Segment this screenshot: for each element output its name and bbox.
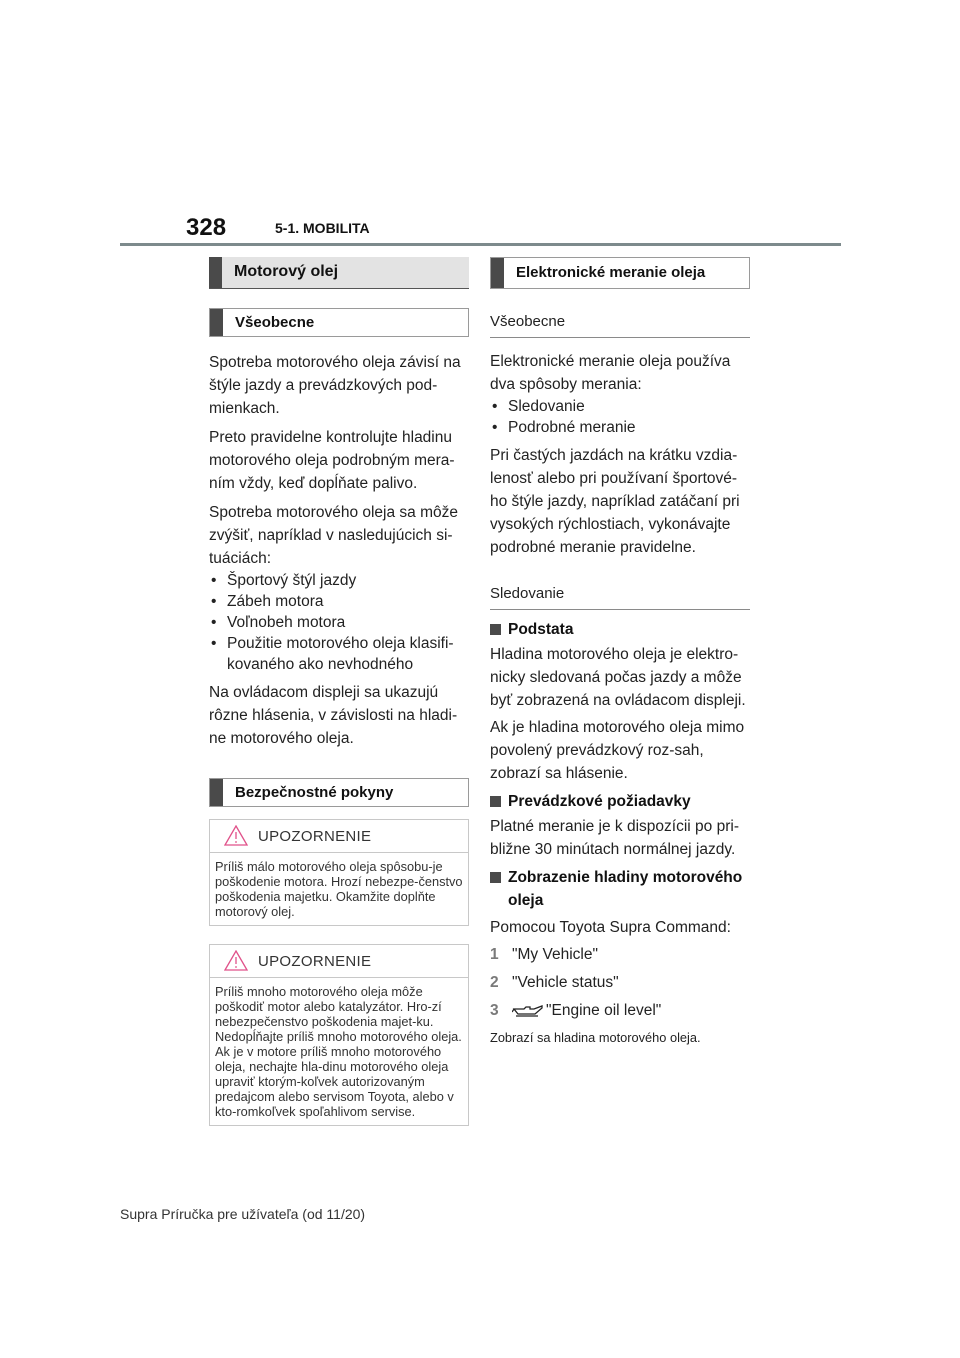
step-text: "Engine oil level" (546, 1002, 662, 1019)
warning-title: UPOZORNENIE (258, 828, 372, 845)
list-item: • Voľnobeh motora (209, 612, 469, 633)
warning-triangle-icon (224, 950, 248, 976)
section-title: 5-1. MOBILITA (275, 220, 370, 236)
left-column (209, 257, 469, 1126)
step-number: 1 (490, 946, 499, 963)
result-note: Zobrazí sa hladina motorového oleja. (490, 1030, 701, 1045)
footer-text: Supra Príručka pre užívateľa (od 11/20) (120, 1206, 366, 1222)
messages-paragraph: Na ovládacom displeji sa ukazujú rôzne hlásenia, v závislosti na hladi-ne motorového oleja. (209, 684, 458, 747)
general-subheading: Všeobecne (490, 307, 750, 338)
display-heading: Zobrazenie hladiny motorového oleja (490, 866, 750, 912)
safety-subheading: Bezpečnostné pokyny (209, 778, 469, 807)
list-item: • Zábeh motora (209, 591, 469, 612)
step-text: "My Vehicle" (512, 946, 598, 963)
general-subheading: Všeobecne (209, 308, 469, 337)
step-2 (490, 971, 750, 994)
requirements-heading: Prevádzkové požiadavky (490, 790, 750, 813)
step-number: 3 (490, 1002, 499, 1019)
header-rule (120, 243, 841, 246)
warning-title: UPOZORNENIE (258, 953, 372, 970)
warning-triangle-icon (224, 825, 248, 851)
step-text: "Vehicle status" (512, 974, 619, 991)
principle-paragraph: Hladina motorového oleja je elektro-nicky sledovaná počas jazdy a môže byť zobrazená na ovládacom displeji. (490, 646, 746, 709)
command-paragraph: Pomocou Toyota Supra Command: (490, 919, 731, 936)
right-column (490, 257, 750, 1046)
warning-text: Príliš mnoho motorového oleja môže poškodiť motor alebo katalyzátor. Hro-zí nebezpečenstvo poškodenia majet-ku. Nedopĺňajte príliš mnoho motorového oleja. Ak je v motore príliš mnoho motorového oleja, nechajte hla-dinu motorového oleja upraviť ktorým-koľvek autorizovaným predajcom alebo servisom Toyota, alebo v kto-romkoľvek spoľahlivom servise. (215, 984, 462, 1119)
electronic-measurement-heading: Elektronické meranie oleja (490, 257, 750, 289)
list-item: • Športový štýl jazdy (209, 570, 469, 591)
principle-heading: Podstata (490, 618, 750, 641)
situations-list (209, 570, 469, 675)
requirements-paragraph: Platné meranie je k dispozícii po pri-bližne 30 minútach normálnej jazdy. (490, 818, 739, 858)
short-trips-paragraph: Pri častých jazdách na krátku vzdia-lenosť alebo pri používaní športové-ho štýle jazdy, napríklad zatáčaní pri vysokých rýchlostiach, vykonávajte podrobné meranie pravidelne. (490, 447, 740, 556)
methods-list (490, 396, 750, 438)
list-item: • Použitie motorového oleja klasifi-kovaného ako nevhodného (209, 633, 469, 675)
list-item: • Podrobné meranie (490, 417, 750, 438)
warning-box (209, 944, 469, 1126)
step-number: 2 (490, 974, 499, 991)
oil-can-icon (512, 1003, 544, 1019)
page-number: 328 (186, 214, 227, 241)
monitoring-subheading: Sledovanie (490, 579, 750, 610)
step-3 (490, 999, 750, 1022)
list-item: • Sledovanie (490, 396, 750, 417)
warning-text: Príliš málo motorového oleja spôsobu-je poškodenie motora. Hrozí nebezpe-čenstvo poškodenia majetku. Okamžite doplňte motorový olej. (215, 859, 463, 919)
methods-paragraph: Elektronické meranie oleja používa dva spôsoby merania: (490, 353, 731, 393)
motor-oil-heading: Motorový olej (209, 257, 469, 289)
situations-paragraph: Spotreba motorového oleja sa môže zvýšiť, napríklad v nasledujúcich si-tuáciách: (209, 504, 459, 567)
check-paragraph: Preto pravidelne kontrolujte hladinu motorového oleja podrobným mera-ním vždy, keď dopĺňate palivo. (209, 429, 455, 492)
warning-box (209, 819, 469, 926)
step-1 (490, 943, 750, 966)
range-paragraph: Ak je hladina motorového oleja mimo povolený prevádzkový roz-sah, zobrazí sa hlásenie. (490, 719, 745, 782)
consumption-paragraph: Spotreba motorového oleja závisí na štýle jazdy a prevádzkových pod-mienkach. (209, 354, 461, 417)
